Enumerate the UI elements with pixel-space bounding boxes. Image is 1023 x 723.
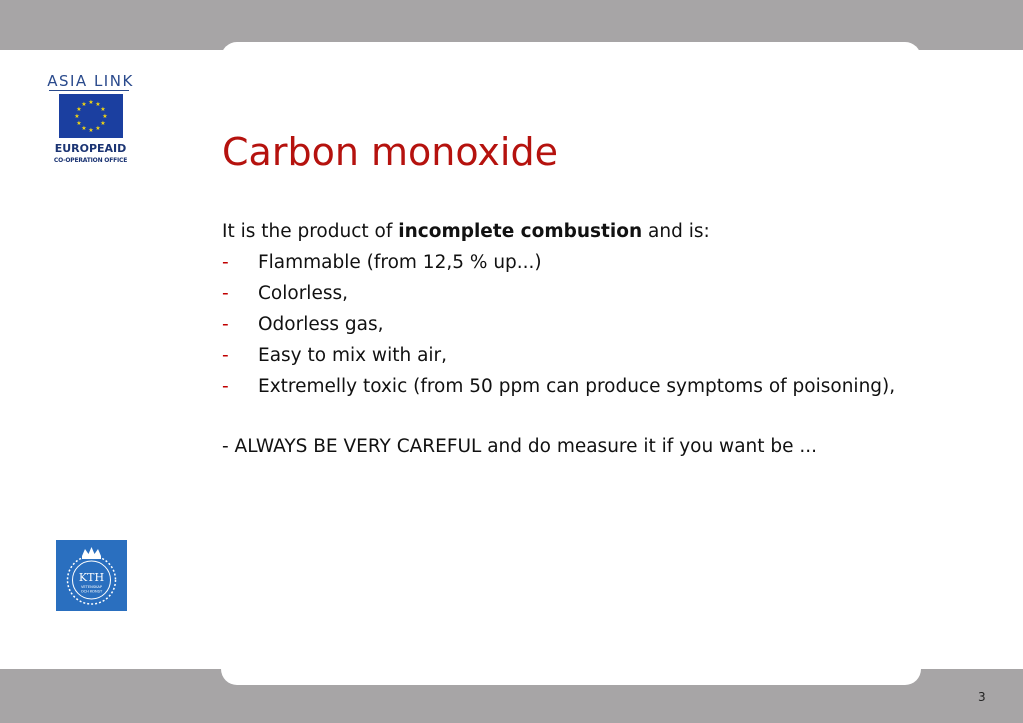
kth-logo xyxy=(56,540,127,611)
svg-text:★: ★ xyxy=(81,125,87,132)
asia-link-underline xyxy=(49,90,129,91)
bullet-marker: - xyxy=(222,376,229,397)
svg-text:★: ★ xyxy=(100,120,106,127)
svg-text:★: ★ xyxy=(76,120,82,127)
cooperation-office-text: CO-OPERATION OFFICE xyxy=(53,157,128,164)
bullet-text: Extremelly toxic (from 50 ppm can produce symptoms of poisoning), xyxy=(258,376,896,397)
bullet-item xyxy=(222,249,912,276)
careful-note: - ALWAYS BE VERY CAREFUL and do measure it if you want be ... xyxy=(222,436,818,457)
slide-title: Carbon monoxide xyxy=(222,130,558,174)
europeaid-text: EUROPEAID xyxy=(54,142,127,155)
svg-text:★: ★ xyxy=(95,125,101,132)
kth-motto-line2: OCH KONST xyxy=(80,589,103,594)
svg-text:★: ★ xyxy=(100,106,106,113)
eu-flag-icon xyxy=(59,94,123,138)
intro-prefix: It is the product of xyxy=(222,221,399,242)
bullet-text: Colorless, xyxy=(258,283,348,304)
kth-emblem-text: KTH xyxy=(78,571,105,584)
bullet-marker: - xyxy=(222,283,229,304)
bullet-marker: - xyxy=(222,314,229,335)
kth-motto-line1: VETENSKAP xyxy=(80,585,103,589)
svg-text:★: ★ xyxy=(76,106,82,113)
bullet-text: Odorless gas, xyxy=(258,314,384,335)
asia-link-logo xyxy=(43,72,138,172)
intro-line xyxy=(222,218,912,245)
bullet-item xyxy=(222,311,912,338)
svg-text:★: ★ xyxy=(95,101,101,108)
bullet-list xyxy=(222,249,912,400)
bullet-item xyxy=(222,342,912,369)
bullet-marker: - xyxy=(222,252,229,273)
bullet-text: Easy to mix with air, xyxy=(258,345,448,366)
bullet-item xyxy=(222,280,912,307)
bullet-text: Flammable (from 12,5 % up...) xyxy=(258,252,542,273)
slide-body xyxy=(222,218,912,460)
kth-emblem-icon xyxy=(56,540,127,611)
eu-stars-icon xyxy=(59,94,123,138)
svg-text:★: ★ xyxy=(88,127,94,134)
svg-text:★: ★ xyxy=(81,101,87,108)
svg-text:★: ★ xyxy=(102,113,108,120)
page-number: 3 xyxy=(978,690,986,704)
svg-text:★: ★ xyxy=(88,99,94,106)
bullet-marker: - xyxy=(222,345,229,366)
asia-link-text: ASIA LINK xyxy=(47,72,134,90)
intro-emphasis: incomplete combustion xyxy=(398,221,643,242)
bullet-item xyxy=(222,373,912,400)
svg-text:★: ★ xyxy=(74,113,80,120)
intro-suffix: and is: xyxy=(642,221,710,242)
